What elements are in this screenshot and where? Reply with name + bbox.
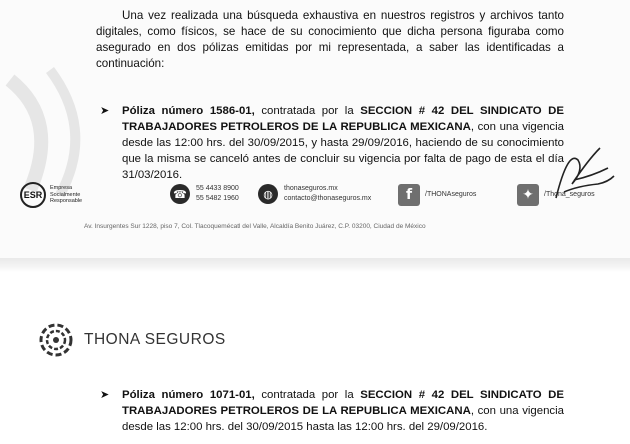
phone-icon: ☎ bbox=[170, 184, 190, 204]
policy-validity-text: , con una vigencia desde las 12:00 hrs. del 30/09/2015, y hasta 29/09/2016, haciendo de su conocimiento que la misma se canceló antes de concluir su vigencia por falta de pago de esta el día 31/03/2016. bbox=[122, 121, 564, 181]
policy-number: Póliza número 1071-01, bbox=[122, 389, 255, 401]
web-contact bbox=[258, 184, 371, 204]
policy-item-1 bbox=[100, 103, 564, 183]
facebook-contact bbox=[398, 184, 476, 206]
facebook-icon: f bbox=[398, 184, 420, 206]
website: thonaseguros.mx bbox=[284, 185, 338, 192]
thona-logo bbox=[38, 322, 226, 358]
policy-contracted-text: contratada por la bbox=[254, 389, 361, 401]
thona-logo-text: THONA SEGUROS bbox=[84, 331, 226, 348]
policy-union-name: SECCION # 42 DEL SINDICATO DE TRABAJADORES PETROLEROS DE LA REPUBLICA MEXICANA bbox=[122, 105, 564, 133]
policy-item-2 bbox=[100, 387, 564, 435]
twitter-handle: /Thona_seguros bbox=[544, 191, 595, 198]
intro-paragraph bbox=[96, 8, 564, 72]
company-address: Av. Insurgentes Sur 1228, piso 7, Col. Tlacoquemécatl del Valle, Alcaldía Benito Juárez, C.P. 03200, Ciudad de México bbox=[84, 223, 426, 230]
intro-text: Una vez realizada una búsqueda exhaustiva en nuestros registros y archivos tanto digitales, como físicos, se hace de su conocimiento que dicha persona figuraba como asegurado en dos pólizas emitidas por mi representada, a saber las identificadas a continuación: bbox=[96, 9, 564, 70]
phone-number-2: 55 5482 1960 bbox=[196, 195, 239, 202]
letterhead-footer bbox=[0, 176, 630, 216]
handwritten-signature bbox=[548, 140, 618, 202]
esr-badge: ESR bbox=[20, 182, 46, 208]
bullet-arrow-icon: ➤ bbox=[100, 389, 110, 401]
policy-contracted-text: contratada por la bbox=[254, 105, 361, 117]
facebook-handle: /THONAseguros bbox=[425, 191, 477, 198]
esr-logo bbox=[20, 182, 98, 208]
bullet-arrow-icon: ➤ bbox=[100, 105, 110, 117]
thona-logo-icon bbox=[38, 322, 74, 358]
phone-number-1: 55 4433 8900 bbox=[196, 185, 239, 192]
phone-contact bbox=[170, 184, 239, 204]
email: contacto@thonaseguros.mx bbox=[284, 195, 372, 202]
esr-label: Empresa Socialmente Responsable bbox=[50, 185, 83, 205]
policy-number: Póliza número 1586-01, bbox=[122, 105, 255, 117]
globe-icon: ◍ bbox=[258, 184, 278, 204]
letter-page-bottom bbox=[0, 272, 630, 444]
policy-validity-text: , con una vigencia desde las 12:00 hrs. del 30/09/2015 hasta las 12:00 hrs. del 29/09/2016. bbox=[122, 405, 564, 433]
twitter-icon: ✦ bbox=[517, 184, 539, 206]
policy-union-name: SECCION # 42 DEL SINDICATO DE TRABAJADORES PETROLEROS DE LA REPUBLICA MEXICANA bbox=[122, 389, 564, 417]
page-break bbox=[0, 258, 630, 272]
